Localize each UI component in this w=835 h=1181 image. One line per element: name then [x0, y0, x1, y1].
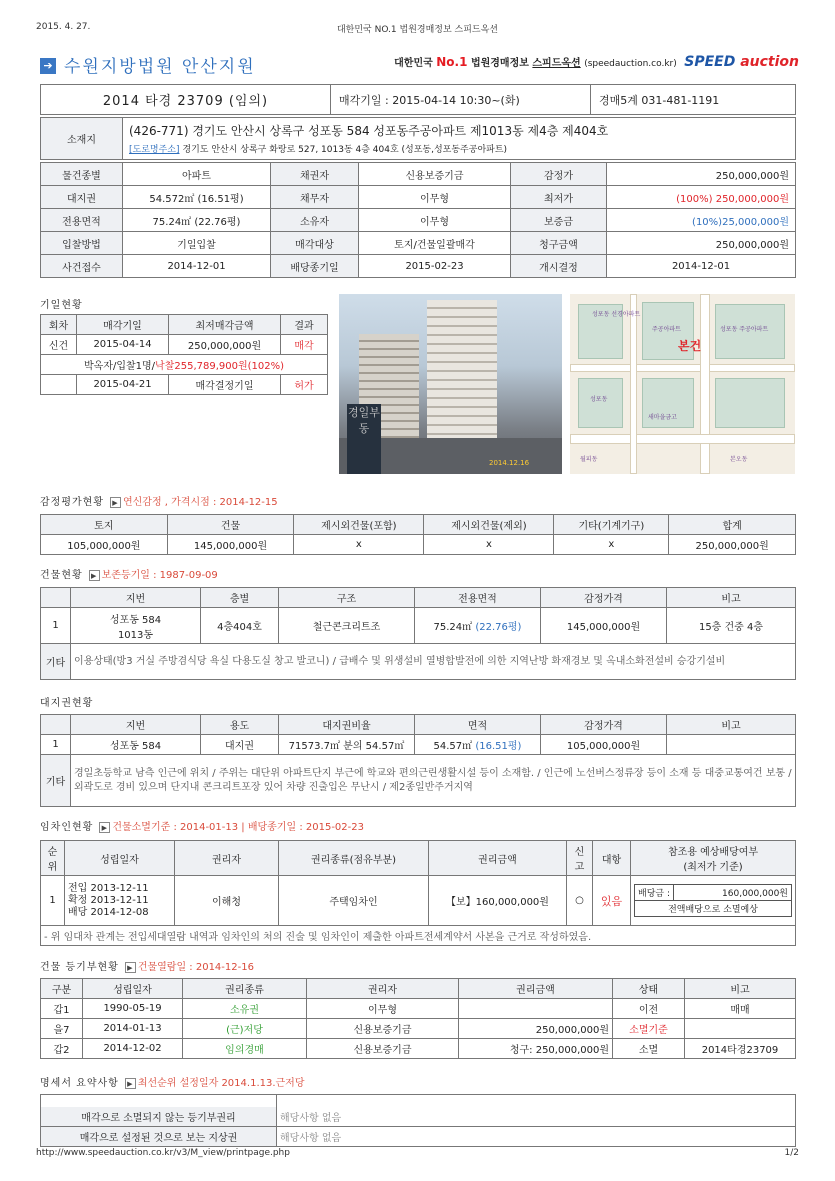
- case-number: 2014 타경 23709 (임의): [41, 85, 331, 115]
- building-title: 건물현황 ▶ 보존등기일 : 1987-09-09: [40, 570, 218, 581]
- appraisal-title: 감정평가현황 ▶ 연신감정 , 가격시점 : 2014-12-15: [40, 497, 278, 508]
- bid-result: 박옥자/입찰1명/낙찰255,789,900원(102%): [41, 355, 328, 375]
- map-block: [715, 378, 785, 428]
- dividend-box: 배당금 : 160,000,000원: [634, 884, 792, 901]
- summary-table: 물건종별 아파트 채권자 신용보증기금 감정가 250,000,000원 대지권 54.572㎡ (16.51평) 채무자 이무형 최저가 (100%) 250,000,000원 전용면적 75.24㎡ (22.76평) 소유자 이무형 보증금 (10%)25,000,000원 입찰방법 기일입찰 매각대상 토지/건물일괄매각 청구금액 250,000,000원 사건접수 2014-12-01 배당종기일 2015-02-23 개시결정 2014-12-01: [40, 162, 796, 278]
- appraisal-table: 토지 건물 제시외건물(포함) 제시외건물(제외) 기타(기계기구) 합계 105,000,000원 145,000,000원 x x x 250,000,000원: [40, 514, 796, 555]
- arrow-icon: ➔: [40, 58, 56, 74]
- page-number: 1/2: [784, 1148, 799, 1158]
- address-label: 소재지: [41, 118, 123, 160]
- land-title: 대지권현황: [40, 698, 94, 709]
- map-road: [630, 294, 637, 474]
- land-table: 지번 용도 대지권비율 면적 감정가격 비고 1 성포동 584 대지권 71573.7㎡ 분의 54.57㎡ 54.57㎡ (16.51평) 105,000,000원 기타 경일초등학교 남측 인근에 위치 / 주위는 대단위 아파트단지 부근에 학교와 편의근린생활시설 등이 소재함. / 인근에 노선버스정류장 등이 소재 등 대중교통여건 보통 / 외곽도로 경비 있으며 단지내 콘크리트포장 있어 차량 진출입은 무난시 / 제2종일반주거지역: [40, 714, 796, 807]
- print-url: http://www.speedauction.co.kr/v3/M_view/printpage.php: [36, 1148, 290, 1158]
- deposit: (10%)25,000,000원: [607, 209, 796, 232]
- min-price: (100%) 250,000,000원: [607, 186, 796, 209]
- property-photo[interactable]: [339, 294, 562, 474]
- print-title: 대한민국 NO.1 법원경매정보 스피드옥션: [336, 25, 499, 35]
- tenant-table: 순위 성립일자 권리자 권리종류(점유부분) 권리금액 신고 대항 참조용 예상배당여부 (최저가 기준) 1 전입 2013-12-11 확정 2013-12-11 배당 2014-12-08 이해청 주택임차인 【보】160,000,000원 ○ 있음 배당금 : 160,000,000원 전액배당으로 소멸예상 - 위 임대차 관계는 전입세대열람 내역과 임차인의 처의 진술 및 임차인이 제출한 아파트전세계약서 사본을 근거로 작성하였음.: [40, 840, 796, 946]
- court-dept: 경매5계 031-481-1191: [591, 85, 796, 115]
- photo-date-stamp: 2014.12.16: [489, 459, 530, 467]
- play-icon[interactable]: ▶: [125, 962, 136, 973]
- building-image: [427, 300, 497, 440]
- court-name: 수원지방법원 안산지원: [64, 57, 256, 77]
- print-footer: [36, 1148, 799, 1162]
- print-date: 2015. 4. 27.: [36, 22, 91, 32]
- court-title: [40, 52, 370, 76]
- property-pin: 본건: [678, 339, 702, 353]
- play-icon[interactable]: ▶: [125, 1078, 136, 1089]
- print-header: [36, 22, 799, 36]
- registry-title: 건물 등기부현황 ▶ 건물열람일 : 2014-12-16: [40, 962, 254, 973]
- map-road: [570, 434, 795, 444]
- map-block: [578, 378, 623, 428]
- building-table: 지번 층별 구조 전용면적 감정가격 비고 1 성포동 584 1013동 4층404호 철근콘크리트조 75.24㎡ (22.76평) 145,000,000원 15층 건중 4층 기타 이용상태(방3 거실 주방겸식당 욕실 다용도실 창고 발코니) / 급배수 및 위생설비 열병합발전에 의한 지역난방 화재경보 및 옥내소화전설비 승강기설비: [40, 587, 796, 680]
- play-icon[interactable]: ▶: [89, 570, 100, 581]
- map-road: [570, 364, 795, 372]
- road-address-tag[interactable]: [도로명주소]: [129, 145, 180, 155]
- map-road: [700, 294, 710, 474]
- case-header-table: [40, 84, 796, 115]
- speed-auction-logo: SPEED auction: [684, 54, 799, 70]
- brand-logo: 대한민국 No.1 법원경매정보 스피드옥션 (speedauction.co.kr) SPEED auction: [394, 54, 799, 70]
- sale-date: 매각기일 : 2015-04-14 10:30~(화): [331, 85, 591, 115]
- tenant-remark: - 위 임대차 관계는 전입세대열람 내역과 임차인의 처의 진술 및 임차인이 제출한 아파트전세계약서 사본을 근거로 작성하였음.: [41, 926, 796, 946]
- registry-table: 구분 성립일자 권리종류 권리자 권리금액 상태 비고 갑1 1990-05-19 소유권 이무형 이전 매매 을7 2014-01-13 (근)저당 신용보증기금 250,000,000원 소멸기준 갑2 2014-12-02 임의경매 신용보증기금 청구: 250,000,000원 소멸 2014타경23709: [40, 978, 796, 1059]
- statement-table: 매각으로 소멸되지 않는 등기부권리 해당사항 없음 매각으로 설정된 것으로 보는 지상권 해당사항 없음: [40, 1094, 796, 1147]
- tenant-title: 임차인현황 ▶ 건물소멸기준 : 2014-01-13 | 배당종기일 : 2015-02-23: [40, 822, 364, 833]
- play-icon[interactable]: ▶: [110, 497, 121, 508]
- schedule-title: 기일현황: [40, 300, 83, 311]
- address-cell: [123, 118, 796, 160]
- schedule-table: 회차 매각기일 최저매각금액 결과 신건 2015-04-14 250,000,000원 매각 박옥자/입찰1명/낙찰255,789,900원(102%) 2015-04-21 매각결정기일 허가: [40, 314, 328, 395]
- address-main: (426-771) 경기도 안산시 상록구 성포동 584 성포동주공아파트 제1013동 제4층 제404호: [129, 124, 609, 138]
- road-address: 경기도 안산시 상록구 화랑로 527, 1013동 4층 404호 (성포동,성포동주공아파트): [182, 145, 508, 155]
- play-icon[interactable]: ▶: [99, 822, 110, 833]
- address-table: [40, 117, 796, 160]
- location-map[interactable]: 성포동 선경아파트 주공아파트 성포동 주공아파트 새마을금고 성포동 본오동 월피동 본건: [570, 294, 795, 474]
- sign-image: 경일부동: [347, 404, 381, 474]
- statement-title: 명세서 요약사항 ▶ 최선순위 설정일자 2014.1.13.근저당: [40, 1078, 305, 1089]
- building-etc: 이용상태(방3 거실 주방겸식당 욕실 다용도실 창고 발코니) / 급배수 및 위생설비 열병합발전에 의한 지역난방 화재경보 및 옥내소화전설비 승강기설비: [71, 644, 796, 680]
- land-etc: 경일초등학교 남측 인근에 위치 / 주위는 대단위 아파트단지 부근에 학교와 편의근린생활시설 등이 소재함. / 인근에 노선버스정류장 등이 소재 등 대중교통여건 보통 / 외곽도로 경비 있으며 단지내 콘크리트포장 있어 차량 진출입은 무난시 / 제2종일반주거지역: [71, 755, 796, 807]
